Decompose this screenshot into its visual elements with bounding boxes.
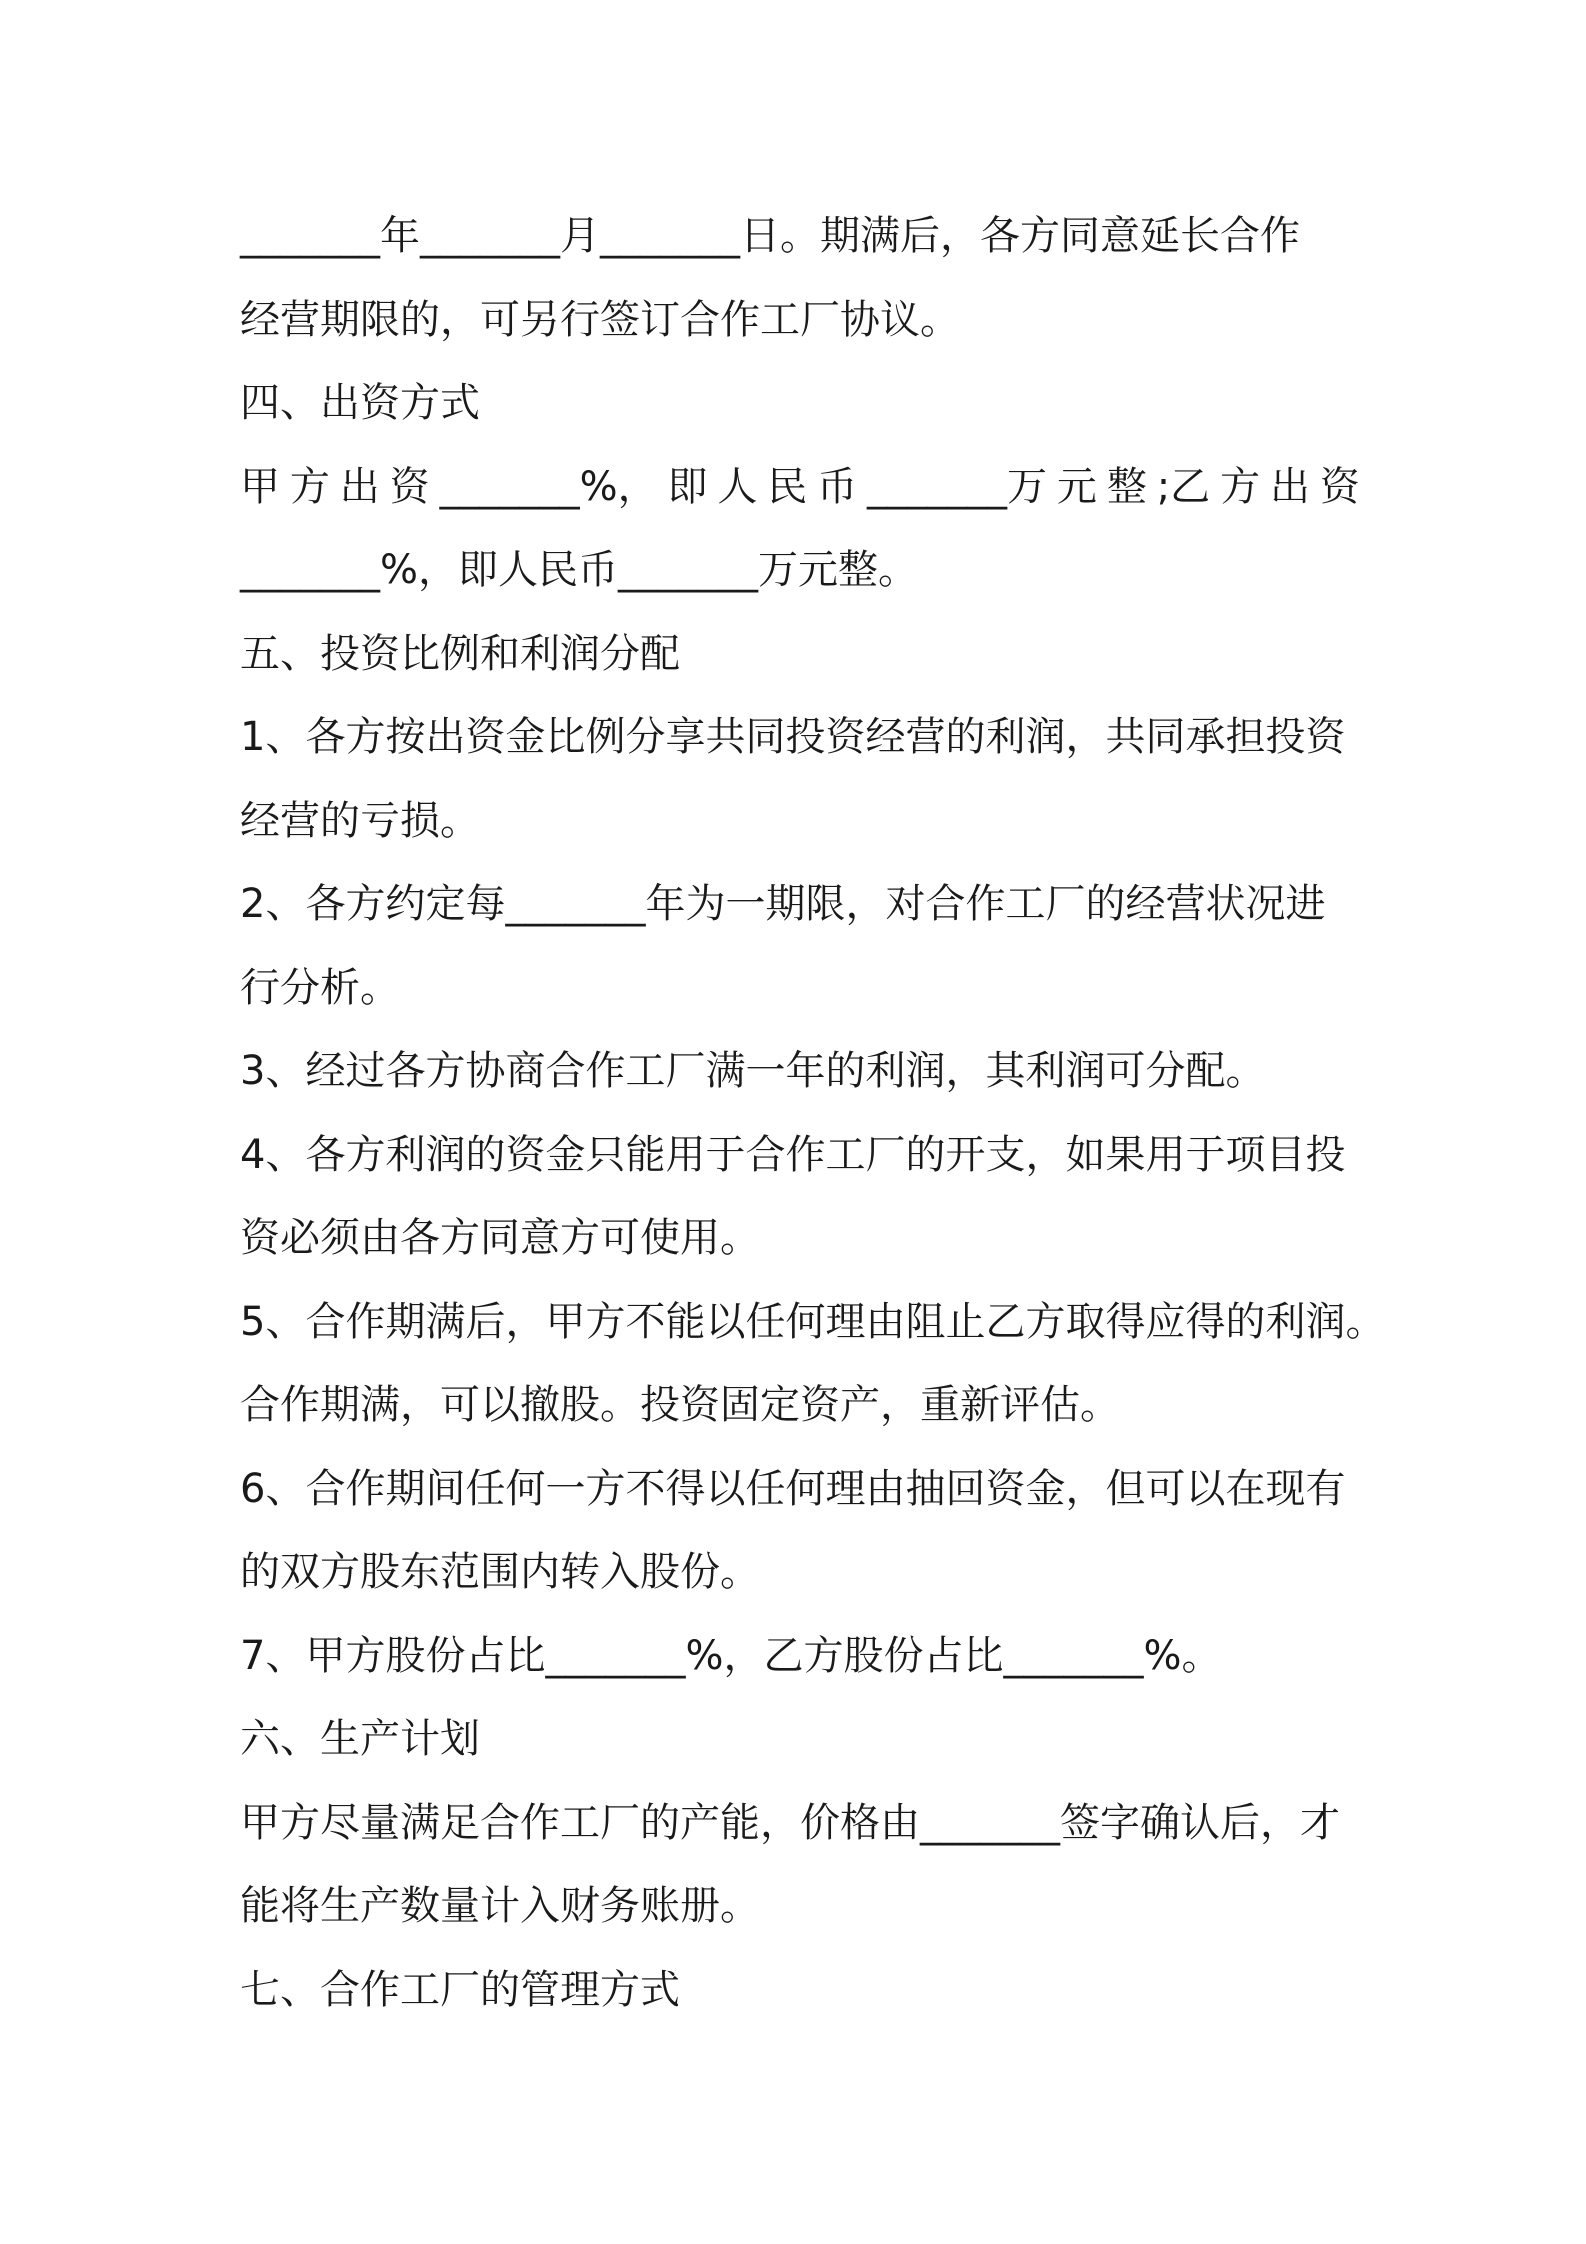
paragraph-line-justified: 甲 方 出 资 _______%， 即 人 民 币 _______万 元 整 ;乙 方 出 资 (240, 463, 1360, 510)
list-item-line: 7、甲方股份占比_______%，乙方股份占比_______%。 (240, 1632, 1222, 1679)
list-item-line: 合作期满，可以撤股。投资固定资产，重新评估。 (240, 1382, 1120, 1428)
list-item-line: 5、合作期满后，甲方不能以任何理由阻止乙方取得应得的利润。 (240, 1298, 1386, 1345)
section-heading: 六、生产计划 (240, 1716, 480, 1762)
paragraph-line: 甲方尽量满足合作工厂的产能，价格由_______签字确认后，才 (240, 1799, 1340, 1846)
list-item-line: 6、合作期间任何一方不得以任何理由抽回资金，但可以在现有 (240, 1465, 1346, 1512)
section-heading: 四、出资方式 (240, 380, 480, 426)
list-item-line: 3、经过各方协商合作工厂满一年的利润，其利润可分配。 (240, 1048, 1266, 1094)
list-item-line: 资必须由各方同意方可使用。 (240, 1215, 760, 1261)
list-item-line: 2、各方约定每_______年为一期限，对合作工厂的经营状况进 (240, 881, 1326, 927)
paragraph-line: _______%，即人民币_______万元整。 (240, 547, 919, 593)
paragraph-line: 能将生产数量计入财务账册。 (240, 1883, 760, 1929)
list-item-line: 行分析。 (240, 964, 400, 1011)
section-heading: 七、合作工厂的管理方式 (240, 1966, 680, 2013)
document-body (240, 195, 1386, 2032)
list-item-line: 1、各方按出资金比例分享共同投资经营的利润，共同承担投资 (240, 714, 1346, 760)
section-heading: 五、投资比例和利润分配 (240, 630, 680, 677)
list-item-line: 经营的亏损。 (240, 797, 480, 844)
list-item-line: 4、各方利润的资金只能用于合作工厂的开支，如果用于项目投 (240, 1131, 1346, 1178)
paragraph-line: _______年_______月_______日。期满后，各方同意延长合作 (240, 213, 1300, 259)
paragraph-line: 经营期限的，可另行签订合作工厂协议。 (240, 296, 960, 343)
list-item-line: 的双方股东范围内转入股份。 (240, 1549, 760, 1595)
